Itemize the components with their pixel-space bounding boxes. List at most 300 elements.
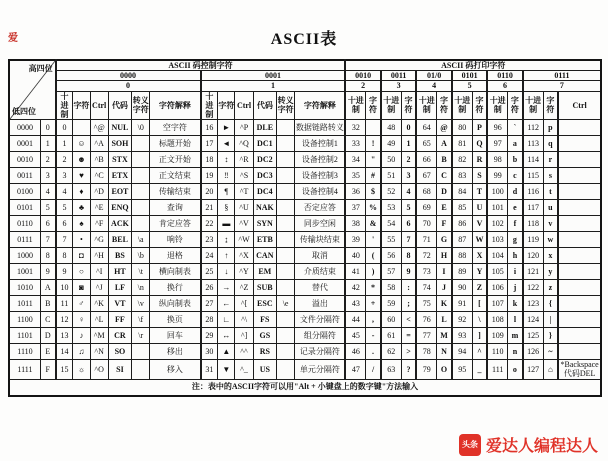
cell-code: US <box>253 360 276 379</box>
cell-meaning: 查询 <box>150 200 201 216</box>
table-row <box>9 136 601 152</box>
cell-char: ^ <box>472 344 487 360</box>
cell-code: VT <box>108 296 131 312</box>
cell-ctrl-note <box>558 200 601 216</box>
cell-ctrl: ^O <box>90 360 108 379</box>
char-column-header: 字符 <box>218 91 235 120</box>
cell-dec: 111 <box>487 360 507 379</box>
cell-escape <box>276 264 294 280</box>
cell-dec: 116 <box>523 184 543 200</box>
cell-low-bits-bin: 0010 <box>9 152 40 168</box>
cell-dec: 106 <box>487 280 507 296</box>
cell-dec: 36 <box>345 184 365 200</box>
cell-low-bits-bin: 1110 <box>9 344 40 360</box>
cell-ctrl: ^W <box>235 232 253 248</box>
cell-char: L <box>437 312 452 328</box>
table-row <box>9 248 601 264</box>
cell-ctrl: ^U <box>235 200 253 216</box>
cell-dec: 20 <box>201 184 218 200</box>
cell-dec: 42 <box>345 280 365 296</box>
cell-char: U <box>472 200 487 216</box>
cell-dec: 69 <box>416 200 436 216</box>
cell-char: k <box>508 296 523 312</box>
cell-dec: 89 <box>452 264 472 280</box>
cell-char: • <box>73 232 90 248</box>
cell-escape <box>276 344 294 360</box>
cell-code: ENQ <box>108 200 131 216</box>
cell-char: p <box>543 120 558 136</box>
cell-escape: \b <box>132 248 150 264</box>
cell-dec: 114 <box>523 152 543 168</box>
cell-char: ◘ <box>73 248 90 264</box>
cell-meaning: 横向制表 <box>150 264 201 280</box>
cell-dec: 26 <box>201 280 218 296</box>
escape-column-header: 转义字符 <box>132 91 150 120</box>
group-bits-header: 0010 <box>345 71 380 81</box>
cell-low-bits-hex: 4 <box>40 184 55 200</box>
table-row <box>9 216 601 232</box>
cell-char: ; <box>401 296 416 312</box>
footnote-text: 注：表中的ASCII字符可以用"Alt + 小键盘上的数字键"方法输入 <box>9 379 601 396</box>
cell-char: ▲ <box>218 344 235 360</box>
cell-code: FS <box>253 312 276 328</box>
footnote-row <box>9 379 601 396</box>
cell-char: J <box>437 280 452 296</box>
cell-low-bits-hex: E <box>40 344 55 360</box>
cell-dec: 55 <box>381 232 401 248</box>
cell-char: ⌂ <box>543 360 558 379</box>
cell-char: h <box>508 248 523 264</box>
cell-char: 8 <box>401 248 416 264</box>
group-digit-header: 3 <box>381 81 416 91</box>
cell-escape <box>132 168 150 184</box>
cell-char: ( <box>366 248 381 264</box>
cell-ctrl-note <box>558 328 601 344</box>
cell-dec: 95 <box>452 360 472 379</box>
group-bits-header: 01/0 <box>416 71 451 81</box>
cell-dec: 31 <box>201 360 218 379</box>
watermark <box>459 433 598 456</box>
cell-low-bits-hex: 7 <box>40 232 55 248</box>
cell-dec: 97 <box>487 136 507 152</box>
cell-char: N <box>437 344 452 360</box>
cell-code: DLE <box>253 120 276 136</box>
cell-escape <box>276 280 294 296</box>
cell-escape <box>276 328 294 344</box>
cell-dec: 51 <box>381 168 401 184</box>
cell-escape <box>132 360 150 379</box>
cell-dec: 38 <box>345 216 365 232</box>
cell-char: ] <box>472 328 487 344</box>
cell-low-bits-hex: 5 <box>40 200 55 216</box>
page-root <box>0 26 608 461</box>
cell-char: " <box>366 152 381 168</box>
dec-column-header: 十进制 <box>381 91 401 120</box>
cell-code: ESC <box>253 296 276 312</box>
dec-column-header: 十进制 <box>416 91 436 120</box>
cell-dec: 53 <box>381 200 401 216</box>
cell-ctrl: ^J <box>90 280 108 296</box>
cell-dec: 120 <box>523 248 543 264</box>
cell-escape: \0 <box>132 120 150 136</box>
cell-escape <box>276 120 294 136</box>
cell-low-bits-bin: 0111 <box>9 232 40 248</box>
cell-char: ◄ <box>218 136 235 152</box>
low-bits-label: 低四位 <box>12 106 36 116</box>
cell-dec: 46 <box>345 344 365 360</box>
cell-escape <box>276 216 294 232</box>
cell-char: ↑ <box>218 248 235 264</box>
cell-code: ACK <box>108 216 131 232</box>
cell-char: W <box>472 232 487 248</box>
group-digit-header: 5 <box>452 81 487 91</box>
cell-dec: 82 <box>452 152 472 168</box>
cell-ctrl: ^R <box>235 152 253 168</box>
cell-code: DC2 <box>253 152 276 168</box>
cell-char: D <box>437 184 452 200</box>
cell-char: & <box>366 216 381 232</box>
cell-dec: 8 <box>56 248 73 264</box>
group-bits-header: 0001 <box>201 71 346 81</box>
cell-code: ETX <box>108 168 131 184</box>
dec-column-header: 十进制 <box>487 91 507 120</box>
cell-char: 2 <box>401 152 416 168</box>
cell-char: S <box>472 168 487 184</box>
cell-meaning: 溢出 <box>295 296 346 312</box>
cell-dec: 67 <box>416 168 436 184</box>
cell-dec: 59 <box>381 296 401 312</box>
escape-column-header: 转义字符 <box>276 91 294 120</box>
cell-code: SI <box>108 360 131 379</box>
cell-char: + <box>366 296 381 312</box>
code-column-header: 代码 <box>108 91 131 120</box>
cell-char: A <box>437 136 452 152</box>
cell-char: ○ <box>73 264 90 280</box>
table-row <box>9 152 601 168</box>
cell-char: s <box>543 168 558 184</box>
toutiao-logo-icon: 头条 <box>459 434 481 456</box>
cell-dec: 24 <box>201 248 218 264</box>
cell-dec: 76 <box>416 312 436 328</box>
cell-char: < <box>401 312 416 328</box>
section-header-row <box>9 60 601 71</box>
cell-dec: 81 <box>452 136 472 152</box>
cell-ctrl: ^N <box>90 344 108 360</box>
cell-dec: 4 <box>56 184 73 200</box>
cell-char: ▬ <box>218 216 235 232</box>
cell-code: SO <box>108 344 131 360</box>
cell-dec: 52 <box>381 184 401 200</box>
group-digit-header: 0 <box>56 81 201 91</box>
cell-meaning: 替代 <box>295 280 346 296</box>
cell-dec: 45 <box>345 328 365 344</box>
cell-dec: 112 <box>523 120 543 136</box>
cell-dec: 100 <box>487 184 507 200</box>
cell-char: ♠ <box>73 216 90 232</box>
cell-char: ? <box>401 360 416 379</box>
cell-low-bits-bin: 0000 <box>9 120 40 136</box>
cell-ctrl: ^Y <box>235 264 253 280</box>
cell-dec: 74 <box>416 280 436 296</box>
cell-dec: 54 <box>381 216 401 232</box>
table-row <box>9 328 601 344</box>
cell-dec: 83 <box>452 168 472 184</box>
cell-char: → <box>218 280 235 296</box>
cell-meaning: 移入 <box>150 360 201 379</box>
cell-char: m <box>508 328 523 344</box>
cell-char: 6 <box>401 216 416 232</box>
ascii-table <box>8 59 602 397</box>
cell-dec: 121 <box>523 264 543 280</box>
cell-dec: 66 <box>416 152 436 168</box>
cell-ctrl-note <box>558 136 601 152</box>
meaning-column-header: 字符解释 <box>150 91 201 120</box>
cell-char: n <box>508 344 523 360</box>
cell-dec: 107 <box>487 296 507 312</box>
cell-ctrl: ^Q <box>235 136 253 152</box>
cell-char: ▼ <box>218 360 235 379</box>
cell-dec: 17 <box>201 136 218 152</box>
cell-code: BEL <box>108 232 131 248</box>
cell-ctrl: ^V <box>235 216 253 232</box>
cell-char: r <box>543 152 558 168</box>
cell-char: 0 <box>401 120 416 136</box>
cell-dec: 113 <box>523 136 543 152</box>
cell-code: HT <box>108 264 131 280</box>
cell-low-bits-hex: 2 <box>40 152 55 168</box>
cell-dec: 5 <box>56 200 73 216</box>
cell-char: _ <box>472 360 487 379</box>
cell-dec: 61 <box>381 328 401 344</box>
cell-char: E <box>437 200 452 216</box>
cell-char: 4 <box>401 184 416 200</box>
cell-code: SYN <box>253 216 276 232</box>
group-digit-header: 4 <box>416 81 451 91</box>
cell-dec: 3 <box>56 168 73 184</box>
cell-dec: 115 <box>523 168 543 184</box>
cell-char: 1 <box>401 136 416 152</box>
bits-header-row <box>9 71 601 81</box>
cell-char: a <box>508 136 523 152</box>
cell-char: : <box>401 280 416 296</box>
dec-column-header: 十进制 <box>345 91 365 120</box>
cell-ctrl-note <box>558 296 601 312</box>
cell-dec: 37 <box>345 200 365 216</box>
cell-dec: 29 <box>201 328 218 344</box>
cell-dec: 110 <box>487 344 507 360</box>
cell-char: ► <box>218 120 235 136</box>
cell-char: d <box>508 184 523 200</box>
cell-meaning: 记录分隔符 <box>295 344 346 360</box>
cell-meaning: 单元分隔符 <box>295 360 346 379</box>
cell-escape <box>132 184 150 200</box>
cell-dec: 25 <box>201 264 218 280</box>
cell-char: ∟ <box>218 312 235 328</box>
cell-meaning: 退格 <box>150 248 201 264</box>
cell-meaning: 换页 <box>150 312 201 328</box>
cell-dec: 0 <box>56 120 73 136</box>
cell-dec: 32 <box>345 120 365 136</box>
cell-char: ☼ <box>73 360 90 379</box>
cell-low-bits-hex: 6 <box>40 216 55 232</box>
cell-dec: 57 <box>381 264 401 280</box>
cell-char: V <box>472 216 487 232</box>
cell-char: , <box>366 312 381 328</box>
cell-char: \ <box>472 312 487 328</box>
table-row <box>9 232 601 248</box>
cell-meaning: 标题开始 <box>150 136 201 152</box>
ctrl-column-header: Ctrl <box>90 91 108 120</box>
cell-dec: 30 <box>201 344 218 360</box>
cell-dec: 27 <box>201 296 218 312</box>
cell-escape <box>132 136 150 152</box>
cell-dec: 1 <box>56 136 73 152</box>
cell-dec: 123 <box>523 296 543 312</box>
cell-char: ) <box>366 264 381 280</box>
group-bits-header: 0110 <box>487 71 522 81</box>
high-bits-label: 高四位 <box>28 64 53 73</box>
table-row <box>9 168 601 184</box>
cell-ctrl: ^P <box>235 120 253 136</box>
cell-meaning: 设备控制4 <box>295 184 346 200</box>
cell-meaning: 取消 <box>295 248 346 264</box>
cell-low-bits-bin: 1100 <box>9 312 40 328</box>
cell-escape <box>276 136 294 152</box>
cell-low-bits-hex: 9 <box>40 264 55 280</box>
watermark-text: 爱达人编程达人 <box>485 438 598 455</box>
dec-column-header: 十进制 <box>201 91 218 120</box>
cell-ctrl: ^X <box>235 248 253 264</box>
cell-meaning: 纵向制表 <box>150 296 201 312</box>
cell-escape <box>276 200 294 216</box>
print-section-header: ASCII 码打印字符 <box>345 60 601 71</box>
cell-dec: 90 <box>452 280 472 296</box>
cell-dec: 84 <box>452 184 472 200</box>
cell-ctrl: ^^ <box>235 344 253 360</box>
cell-low-bits-bin: 1001 <box>9 264 40 280</box>
cell-char: H <box>437 248 452 264</box>
meaning-column-header: 字符解释 <box>295 91 346 120</box>
cell-char: - <box>366 328 381 344</box>
cell-low-bits-bin: 1011 <box>9 296 40 312</box>
cell-char: ! <box>366 136 381 152</box>
cell-meaning: 回车 <box>150 328 201 344</box>
cell-dec: 124 <box>523 312 543 328</box>
cell-code: GS <box>253 328 276 344</box>
cell-dec: 43 <box>345 296 365 312</box>
cell-ctrl-note <box>558 344 601 360</box>
cell-dec: 40 <box>345 248 365 264</box>
corner-cell <box>9 60 56 120</box>
cell-escape: \t <box>132 264 150 280</box>
cell-dec: 14 <box>56 344 73 360</box>
cell-char: F <box>437 216 452 232</box>
cell-dec: 9 <box>56 264 73 280</box>
cell-code: RS <box>253 344 276 360</box>
code-column-header: 代码 <box>253 91 276 120</box>
cell-char: 5 <box>401 200 416 216</box>
cell-meaning: 换行 <box>150 280 201 296</box>
cell-meaning: 正文开始 <box>150 152 201 168</box>
cell-dec: 48 <box>381 120 401 136</box>
cell-meaning: 数据链路转义 <box>295 120 346 136</box>
cell-char: t <box>543 184 558 200</box>
cell-char: ↨ <box>218 232 235 248</box>
cell-ctrl-note <box>558 184 601 200</box>
cell-char: ♪ <box>73 328 90 344</box>
cell-char: 9 <box>401 264 416 280</box>
table-header <box>9 60 601 120</box>
cell-char: ♣ <box>73 200 90 216</box>
cell-dec: 65 <box>416 136 436 152</box>
cell-escape: \a <box>132 232 150 248</box>
char-column-header: 字符 <box>366 91 381 120</box>
cell-dec: 62 <box>381 344 401 360</box>
cell-dec: 33 <box>345 136 365 152</box>
group-bits-header: 0111 <box>523 71 601 81</box>
cell-meaning: 传输块结束 <box>295 232 346 248</box>
cell-char: q <box>543 136 558 152</box>
cell-dec: 23 <box>201 232 218 248</box>
cell-char: B <box>437 152 452 168</box>
cell-code: BS <box>108 248 131 264</box>
cell-meaning: 组分隔符 <box>295 328 346 344</box>
char-column-header: 字符 <box>472 91 487 120</box>
cell-dec: 93 <box>452 328 472 344</box>
cell-char: $ <box>366 184 381 200</box>
cell-escape <box>276 232 294 248</box>
cell-char: T <box>472 184 487 200</box>
cell-char: w <box>543 232 558 248</box>
cell-escape: \r <box>132 328 150 344</box>
cell-low-bits-hex: 0 <box>40 120 55 136</box>
cell-ctrl-note <box>558 152 601 168</box>
cell-low-bits-hex: 3 <box>40 168 55 184</box>
cell-ctrl-note <box>558 168 601 184</box>
cell-char: = <box>401 328 416 344</box>
cell-dec: 108 <box>487 312 507 328</box>
cell-ctrl: ^L <box>90 312 108 328</box>
cell-dec: 94 <box>452 344 472 360</box>
cell-char: . <box>366 344 381 360</box>
cell-char: X <box>472 248 487 264</box>
cell-char: } <box>543 328 558 344</box>
char-column-header: 字符 <box>508 91 523 120</box>
cell-char: > <box>401 344 416 360</box>
cell-char: g <box>508 232 523 248</box>
table-row <box>9 120 601 136</box>
cell-low-bits-hex: C <box>40 312 55 328</box>
cell-dec: 98 <box>487 152 507 168</box>
cell-char: Q <box>472 136 487 152</box>
group-digit-header: 2 <box>345 81 380 91</box>
cell-dec: 96 <box>487 120 507 136</box>
cell-char: f <box>508 216 523 232</box>
cell-char: M <box>437 328 452 344</box>
table-row <box>9 200 601 216</box>
cell-dec: 88 <box>452 248 472 264</box>
cell-low-bits-bin: 1000 <box>9 248 40 264</box>
cell-code: CAN <box>253 248 276 264</box>
cell-char: [ <box>472 296 487 312</box>
cell-char: R <box>472 152 487 168</box>
cell-char: P <box>472 120 487 136</box>
cell-char: ' <box>366 232 381 248</box>
cell-ctrl: ^S <box>235 168 253 184</box>
cell-dec: 28 <box>201 312 218 328</box>
cell-dec: 99 <box>487 168 507 184</box>
cell-escape <box>132 216 150 232</box>
